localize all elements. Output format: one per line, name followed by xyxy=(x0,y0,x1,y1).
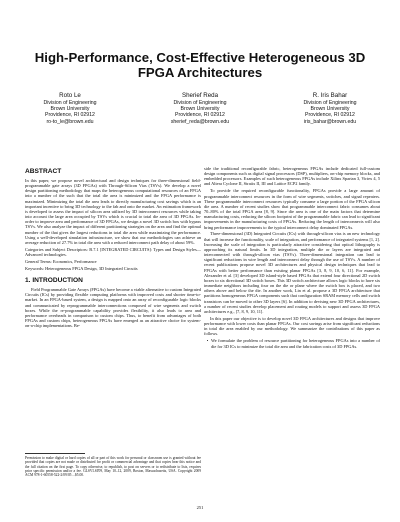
author-name: Sherief Reda xyxy=(181,92,219,99)
author-city: Providence, RI 02912 xyxy=(175,112,225,119)
introduction-heading: 1. INTRODUCTION xyxy=(25,277,83,285)
body-paragraph: side the traditional reconfigurable fabric, heterogeneous FPGAs include dedicated full-custom design components such as digital signal processors (DSP), multipliers, on-chip memory blocks, and embedded processors. Examples of such heterogeneous FPGAs include Xilinx Spartan 3, Virtex 4, 5 and Altera Cyclone II, Stratix II, III and Lattice ECP2 family. xyxy=(204,166,380,187)
author-univ: Brown University xyxy=(310,106,350,112)
body-paragraph: In this paper our objective is to develop novel 3D FPGA architectures and designs that improve performance with lower costs than planar FPGAs. Our cost savings arise from significant reductions in total die area enabled by our methodology. We summarize the contributions of this paper as follows. xyxy=(204,315,380,337)
contribution-bullet xyxy=(204,338,380,348)
left-column xyxy=(25,166,201,330)
author-3 xyxy=(270,92,390,125)
categories: Categories and Subject Descriptors: B.7.1 [INTEGRATED CIRCUITS]: Types and Design Styles—Advanced technologies. xyxy=(25,246,201,257)
copyright-footnote xyxy=(25,453,201,477)
bullet-text: We formulate the problem of resource partitioning for heterogeneous FPGAs into a number of die for 3D ICs to minimize the total die area and the fabrication costs of 3D FPGAs. xyxy=(211,338,380,349)
general-terms: General Terms: Economics, Performance xyxy=(25,258,97,264)
author-dept: Division of Engineering xyxy=(303,99,357,106)
author-email: sherief_reda@brown.edu xyxy=(170,118,230,125)
author-city: Providence, RI 02912 xyxy=(45,112,95,119)
footnote-rule xyxy=(25,453,85,454)
body-paragraph: Three-dimensional (3D) Integrated Circuits (ICs) with through-silicon vias is an new technology that will increase the functionality, scale of integration, and performance of integrated systems [1, 2]. Increasing the scale of integration is particularly attractive considering that optical lithography is approaching its natural limits. In 3D integration, multiple die or layers are integrated and interconnected with through-silicon vias (TSVs). Three-dimensional integration can lead to significant reductions in wire length and interconnect delay through the use of TSVs. A number of recent publications propose novel 3D architectures and physical design techniques that lead to FPGAs with better performance than existing planar FPGAs [3, 8, 9, 10, 6, 11]. For example, Alexander et al. [3] developed 3D island-style based FPGAs that extend four directional 2D switch boxes to six directional 3D switch boxes. This 3D switch architecture allows logic blocks to have six immediate neighbors including four on the die or plane where the switch box is placed, and two others above and below the die. In another work, Lin et al. propose a 3D FPGA architecture that partitions homogeneous FPGA components such that configuration SRAM memory cells and switch transistors can be moved to other 3D layers [6]. In addition to devising new 3D FPGA architectures, a number of recent studies develop placement and routing models to support and assess 3D FPGA architectures e.g., [7, 8, 9, 10, 11]. xyxy=(204,231,380,314)
author-email: iris_bahar@brown.edu xyxy=(303,118,357,125)
author-dept: Division of Engineering xyxy=(173,99,227,106)
title-line-2: FPGA Architectures xyxy=(137,65,263,80)
author-univ: Brown University xyxy=(50,106,90,112)
author-dept: Division of Engineering xyxy=(43,99,97,106)
author-block xyxy=(10,92,390,125)
keywords: Keywords: Heterogeneous FPGA Design, 3D Integrated Circuits xyxy=(25,265,138,271)
author-email: ro-to_le@brown.edu xyxy=(46,118,94,125)
introduction-text: Field Programmable Gate Arrays (FPGAs) have become a viable alternative to custom Integrated Circuits (ICs) by providing flexible computing platforms with improved costs and shorter time-to-market. In an FPGA-based system, a design is mapped onto an array of reconfigurable logic blocks and communicated by reprogrammable interconnections composed of wire segments and switch boxes. While the re-programmable capability provides flexibility, it also leads to area and performance overheads in comparison to custom chips. Thus, to benefit from advantages of both FPGAs and custom chips, heterogeneous FPGAs have emerged as an attractive choice for system-on-a-chip implementations. Be- xyxy=(25,287,201,329)
paper-title xyxy=(0,50,400,80)
page-number: 251 xyxy=(196,505,204,510)
abstract-text: In this paper, we propose novel architectural and design techniques for three-dimensional field-programmable gate arrays (3D FPGAs) with Through-Silicon Vias (TSVs). We develop a novel design partitioning methodology that maps the heterogeneous computational resources of an FPGA into a number of the such that the total die area is minimized and the FPGA performance is maximized. Minimizing the total die area leads to directly manufacturing cost savings which is an important incentive to bring 3D technology to the fab and onto the market. An estimation framework is developed to assess the impact of silicon area utilized by 3D interconnect resources while taking into account the large area occupied by TSVs which is crucial to total die area of 3D FPGAs. In-order to improve area and performance of 3D FPGAs, we design a novel 3D switch box with bypass TSVs. We also analyze the impact of different partitioning strategies on the area and find the optimal number of the that gives the largest reductions in total die area while maximizing the performance. Using a well-developed simulation infrastructure, we show that our methodologies can achieve an average reduction of 27.7% in total die area with a reduced interconnect path delay of about 59%. xyxy=(25,178,201,245)
author-2 xyxy=(140,92,260,125)
right-column xyxy=(204,166,380,349)
author-name: R. Iris Bahar xyxy=(312,92,348,99)
body-paragraph: To provide the required reconfigurable functionality, FPGAs provide a large amount of programmable interconnect resources in the form of wire segments, switches, and signal repeaters. These programmable interconnect resources typically consume a large portion of the FPGA silicon die area. A number of recent studies show that programmable interconnect fabric consumes about 70–80% of the total FPGA area [8, 9]. Since die area is one of the main factors that determine manufacturing costs, reducing the silicon footprint of the programmable fabric can lead to significant improvements in the manufacturing costs of FPGAs. Reducing the length of interconnects will also bring performance improvements to the typical interconnect delay dominated FPGAs. xyxy=(204,188,380,230)
author-name: Roto Le xyxy=(59,92,81,99)
title-line-1: High-Performance, Cost-Effective Heterogeneous 3D xyxy=(34,50,366,65)
author-1 xyxy=(10,92,130,125)
abstract-heading: ABSTRACT xyxy=(25,168,62,175)
author-univ: Brown University xyxy=(180,106,220,112)
footnote-text: Permission to make digital or hard copies of all or part of this work for personal or classroom use is granted without fee provided that copies are not made or distributed for profit or commercial advantage and that copies bear this notice and the full citation on the first page. To copy otherwise, to republish, to post on servers or to redistribute to lists, requires prior specific permission and/or a fee. GLSVLSI'09, May 10–12, 2009, Boston, Massachusetts, USA. Copyright 2009 ACM 978-1-60558-522-2/09/05 ...$5.00. xyxy=(25,456,201,478)
bullet-icon: • xyxy=(206,338,209,344)
author-city: Providence, RI 02912 xyxy=(305,112,355,119)
